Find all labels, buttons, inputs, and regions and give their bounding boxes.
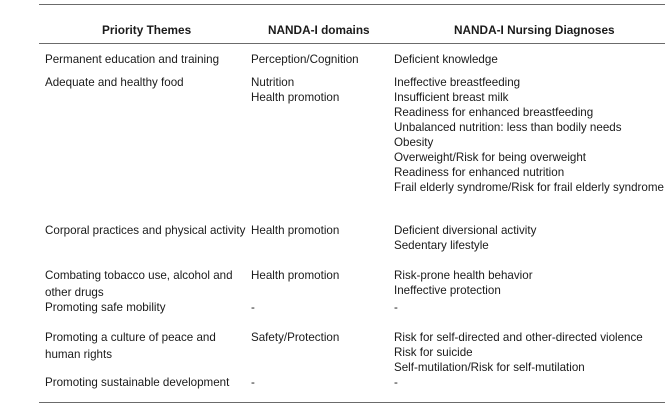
table-row-diagnoses bbox=[394, 300, 398, 315]
table-row-theme: Combating tobacco use, alcohol and other drugs bbox=[45, 269, 233, 299]
domain-item: Health promotion bbox=[251, 269, 340, 282]
diagnosis-item: Deficient diversional activity bbox=[394, 224, 537, 237]
domain-item: Health promotion bbox=[251, 224, 340, 237]
table-row-theme: Promoting safe mobility bbox=[45, 301, 166, 314]
header-priority-themes: Priority Themes bbox=[102, 23, 192, 37]
table-row-domains bbox=[251, 375, 255, 390]
table-row-theme: Permanent education and training bbox=[45, 53, 220, 66]
table-row-domains bbox=[251, 52, 359, 67]
diagnosis-item: Insufficient breast milk bbox=[394, 91, 509, 104]
table-row-diagnoses bbox=[394, 268, 533, 298]
diagnosis-item: Ineffective protection bbox=[394, 284, 501, 297]
domain-item: - bbox=[251, 376, 255, 389]
diagnosis-item: Frail elderly syndrome/Risk for frail elderly syndrome bbox=[394, 181, 664, 194]
diagnosis-item: Deficient knowledge bbox=[394, 53, 498, 66]
diagnosis-item: - bbox=[394, 376, 398, 389]
table-row-diagnoses bbox=[394, 223, 536, 253]
diagnosis-item: - bbox=[394, 301, 398, 314]
domain-item: Nutrition bbox=[251, 76, 295, 89]
domain-item: Health promotion bbox=[251, 91, 340, 104]
diagnosis-item: Readiness for enhanced nutrition bbox=[394, 166, 565, 179]
diagnosis-item: Risk for self-directed and other-directed violence bbox=[394, 331, 643, 344]
table-row-diagnoses bbox=[394, 52, 498, 67]
diagnosis-item: Unbalanced nutrition: less than bodily needs bbox=[394, 121, 622, 134]
diagnosis-item: Ineffective breastfeeding bbox=[394, 76, 521, 89]
diagnosis-item: Overweight/Risk for being overweight bbox=[394, 151, 587, 164]
domain-item: Safety/Protection bbox=[251, 331, 340, 344]
table-row-theme: Corporal practices and physical activity bbox=[45, 224, 246, 237]
diagnosis-item: Obesity bbox=[394, 136, 434, 149]
header-rule bbox=[39, 43, 665, 44]
table-bottom-rule bbox=[39, 402, 665, 403]
diagnosis-item: Risk for suicide bbox=[394, 346, 473, 359]
table-row-domains bbox=[251, 330, 339, 345]
table-row-theme: Promoting a culture of peace and human rights bbox=[45, 331, 216, 361]
table-top-rule bbox=[39, 4, 665, 5]
table-row-diagnoses bbox=[394, 330, 643, 375]
table-row-diagnoses bbox=[394, 75, 664, 195]
table-row-domains bbox=[251, 268, 339, 283]
domain-item: Perception/Cognition bbox=[251, 53, 359, 66]
diagnosis-item: Sedentary lifestyle bbox=[394, 239, 489, 252]
table-row-domains bbox=[251, 223, 339, 238]
table-row-domains bbox=[251, 300, 255, 315]
header-nanda-domains: NANDA-I domains bbox=[268, 23, 370, 37]
diagnosis-item: Self-mutilation/Risk for self-mutilation bbox=[394, 361, 585, 374]
table-row-theme: Adequate and healthy food bbox=[45, 76, 184, 89]
domain-item: - bbox=[251, 301, 255, 314]
table-row-domains bbox=[251, 75, 339, 105]
table-row-theme: Promoting sustainable development bbox=[45, 376, 230, 389]
diagnosis-item: Readiness for enhanced breastfeeding bbox=[394, 106, 594, 119]
table-row-diagnoses bbox=[394, 375, 398, 390]
diagnosis-item: Risk-prone health behavior bbox=[394, 269, 533, 282]
header-nanda-diagnoses: NANDA-I Nursing Diagnoses bbox=[454, 23, 615, 37]
